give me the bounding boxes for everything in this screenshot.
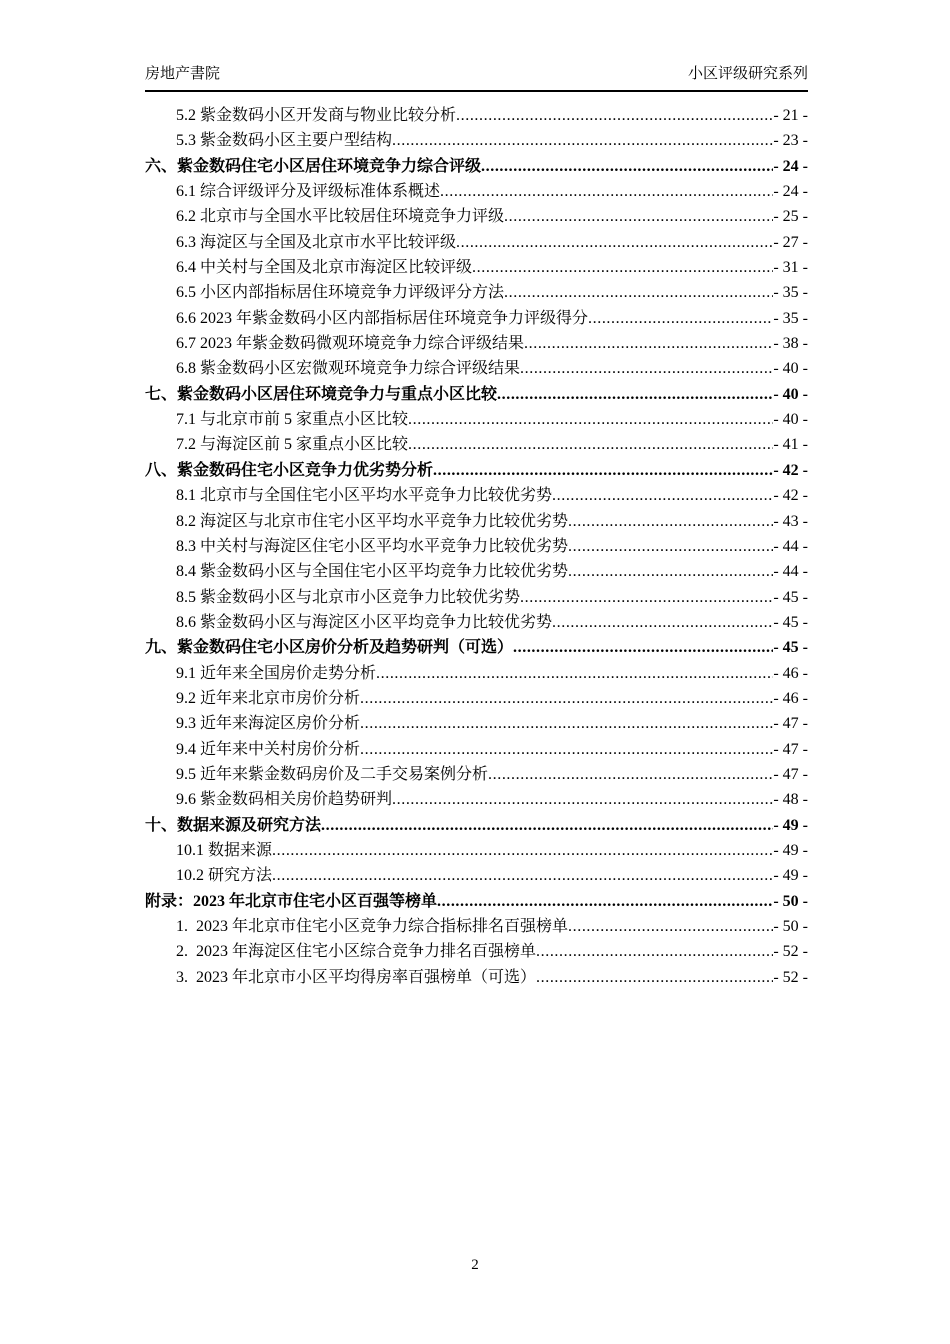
toc-entry[interactable]	[145, 661, 808, 686]
toc-entry-page: - 25 -	[773, 208, 808, 226]
dot-leader	[497, 382, 773, 407]
toc-entry[interactable]	[145, 965, 808, 990]
toc-entry[interactable]	[145, 432, 808, 457]
toc-entry-page: - 52 -	[773, 943, 808, 961]
toc-list	[145, 103, 808, 990]
toc-entry[interactable]	[145, 686, 808, 711]
toc-entry-page: - 40 -	[773, 411, 808, 429]
dot-leader	[520, 356, 773, 381]
toc-entry[interactable]	[145, 534, 808, 559]
toc-entry-page: - 40 -	[773, 360, 808, 378]
toc-entry[interactable]	[145, 787, 808, 812]
toc-entry-page: - 40 -	[773, 385, 808, 403]
toc-entry[interactable]	[145, 280, 808, 305]
toc-entry[interactable]	[145, 635, 808, 660]
toc-entry[interactable]	[145, 458, 808, 483]
toc-entry-title: 9.1 近年来全国房价走势分析	[176, 664, 377, 682]
toc-entry-title: 7.1 与北京市前 5 家重点小区比较	[176, 411, 409, 429]
dot-leader	[272, 838, 773, 863]
dot-leader	[456, 230, 773, 255]
dot-leader	[568, 534, 773, 559]
page-footer	[0, 1256, 950, 1274]
dot-leader	[504, 204, 773, 229]
toc-entry-title: 9.5 近年来紫金数码房价及二手交易案例分析	[176, 765, 489, 783]
dot-leader	[376, 661, 773, 686]
toc-entry[interactable]	[145, 509, 808, 534]
toc-entry-title: 5.3 紫金数码小区主要户型结构	[176, 132, 393, 150]
dot-leader	[536, 965, 773, 990]
dot-leader	[568, 559, 773, 584]
toc-entry[interactable]	[145, 914, 808, 939]
header-left-text: 房地产書院	[145, 66, 221, 82]
dot-leader	[488, 762, 773, 787]
toc-entry-page: - 50 -	[773, 918, 808, 935]
toc-entry-title: 9.2 近年来北京市房价分析	[176, 689, 361, 707]
dot-leader	[524, 331, 773, 356]
toc-entry[interactable]	[145, 128, 808, 153]
toc-entry-page: - 47 -	[773, 740, 808, 758]
toc-entry-title: 8.5 紫金数码小区与北京市小区竞争力比较优劣势	[176, 588, 521, 606]
toc-entry[interactable]	[145, 737, 808, 762]
toc-entry-title: 7.2 与海淀区前 5 家重点小区比较	[176, 436, 409, 454]
toc-entry[interactable]	[145, 483, 808, 508]
toc-entry[interactable]	[145, 306, 808, 331]
toc-entry[interactable]	[145, 610, 808, 635]
toc-entry[interactable]	[145, 154, 808, 179]
toc-entry-title: 6.8 紫金数码小区宏微观环境竞争力综合评级结果	[176, 360, 521, 378]
toc-entry-title: 10.1 数据来源	[176, 841, 273, 859]
dot-leader	[568, 509, 773, 534]
toc-entry[interactable]	[145, 204, 808, 229]
dot-leader	[408, 432, 773, 457]
header-right-text: 小区评级研究系列	[687, 66, 808, 82]
dot-leader	[272, 863, 773, 888]
toc-entry-title: 9.4 近年来中关村房价分析	[176, 740, 361, 758]
dot-leader	[360, 711, 773, 736]
toc-entry-page: - 49 -	[773, 867, 808, 885]
toc-entry-title: 8.1 北京市与全国住宅小区平均水平竞争力比较优劣势	[176, 487, 553, 505]
toc-entry[interactable]	[145, 762, 808, 787]
toc-entry-page: - 50 -	[773, 892, 808, 910]
dot-leader	[321, 813, 773, 838]
toc-entry-page: - 44 -	[773, 563, 808, 581]
toc-entry-page: - 24 -	[773, 157, 808, 175]
dot-leader	[360, 737, 773, 762]
dot-leader	[520, 585, 773, 610]
toc-entry[interactable]	[145, 179, 808, 204]
toc-entry-title: 6.4 中关村与全国及北京市海淀区比较评级	[176, 259, 473, 277]
toc-entry-page: - 49 -	[773, 841, 808, 859]
toc-entry-page: - 52 -	[773, 968, 808, 986]
toc-entry[interactable]	[145, 230, 808, 255]
toc-entry-page: - 35 -	[773, 309, 808, 327]
toc-entry-page: - 41 -	[773, 436, 808, 454]
toc-entry-page: - 46 -	[773, 664, 808, 682]
toc-entry[interactable]	[145, 711, 808, 736]
toc-entry-title: 六、紫金数码住宅小区居住环境竞争力综合评级	[145, 157, 482, 175]
toc-entry-page: - 45 -	[773, 639, 808, 657]
toc-entry-page: - 23 -	[773, 132, 808, 150]
toc-entry-title: 6.6 2023 年紫金数码小区内部指标居住环境竞争力评级得分	[176, 309, 589, 327]
toc-entry-title: 2. 2023 年海淀区住宅小区综合竞争力排名百强榜单	[176, 943, 537, 961]
page-header	[145, 65, 808, 92]
toc-entry-title: 附录：2023 年北京市住宅小区百强等榜单	[145, 892, 438, 910]
toc-entry[interactable]	[145, 889, 808, 914]
dot-leader	[568, 914, 773, 939]
toc-entry-title: 9.3 近年来海淀区房价分析	[176, 715, 361, 733]
toc-entry-page: - 42 -	[773, 487, 808, 505]
dot-leader	[504, 280, 773, 305]
toc-entry-page: - 44 -	[773, 537, 808, 555]
toc-entry-title: 七、紫金数码小区居住环境竞争力与重点小区比较	[145, 385, 498, 403]
toc-entry-page: - 48 -	[773, 791, 808, 809]
toc-entry-title: 8.3 中关村与海淀区住宅小区平均水平竞争力比较优劣势	[176, 537, 569, 555]
toc-entry-title: 6.1 综合评级评分及评级标准体系概述	[176, 183, 441, 201]
dot-leader	[481, 154, 773, 179]
toc-entry-title: 5.2 紫金数码小区开发商与物业比较分析	[176, 107, 457, 124]
toc-entry-page: - 45 -	[773, 588, 808, 606]
toc-entry[interactable]	[145, 939, 808, 964]
toc-entry-page: - 49 -	[773, 816, 808, 834]
toc-entry-title: 6.2 北京市与全国水平比较居住环境竞争力评级	[176, 208, 505, 226]
toc-entry-page: - 24 -	[773, 183, 808, 201]
dot-leader	[433, 458, 773, 483]
toc-entry[interactable]	[145, 103, 808, 128]
toc-entry-title: 10.2 研究方法	[176, 867, 273, 885]
toc-entry[interactable]	[145, 863, 808, 888]
toc-entry-title: 8.2 海淀区与北京市住宅小区平均水平竞争力比较优劣势	[176, 512, 569, 530]
dot-leader	[392, 128, 773, 153]
dot-leader	[456, 103, 773, 128]
dot-leader	[552, 610, 773, 635]
toc-entry-page: - 46 -	[773, 689, 808, 707]
toc-entry[interactable]	[145, 813, 808, 838]
toc-entry-page: - 42 -	[773, 461, 808, 479]
toc-entry-title: 9.6 紫金数码相关房价趋势研判	[176, 791, 393, 809]
toc-entry-title: 1. 2023 年北京市住宅小区竞争力综合指标排名百强榜单	[176, 918, 569, 935]
dot-leader	[360, 686, 773, 711]
toc-entry-title: 6.7 2023 年紫金数码微观环境竞争力综合评级结果	[176, 335, 525, 353]
toc-entry-page: - 47 -	[773, 715, 808, 733]
dot-leader	[437, 889, 773, 914]
toc-entry[interactable]	[145, 559, 808, 584]
dot-leader	[552, 483, 773, 508]
toc-entry-title: 十、数据来源及研究方法	[145, 816, 322, 834]
dot-leader	[440, 179, 773, 204]
dot-leader	[472, 255, 773, 280]
toc-entry[interactable]	[145, 331, 808, 356]
dot-leader	[392, 787, 773, 812]
dot-leader	[588, 306, 773, 331]
toc-entry-title: 8.6 紫金数码小区与海淀区小区平均竞争力比较优劣势	[176, 613, 553, 631]
toc-entry-title: 8.4 紫金数码小区与全国住宅小区平均竞争力比较优劣势	[176, 563, 569, 581]
dot-leader	[513, 635, 773, 660]
toc-entry-page: - 21 -	[773, 107, 808, 124]
toc-entry-title: 6.5 小区内部指标居住环境竞争力评级评分方法	[176, 284, 505, 302]
toc-entry-page: - 27 -	[773, 233, 808, 251]
toc-entry-title: 3. 2023 年北京市小区平均得房率百强榜单（可选）	[176, 968, 537, 986]
toc-entry-page: - 31 -	[773, 259, 808, 277]
toc-entry[interactable]	[145, 255, 808, 280]
toc-entry-page: - 43 -	[773, 512, 808, 530]
toc-entry-title: 九、紫金数码住宅小区房价分析及趋势研判（可选）	[145, 639, 514, 657]
toc-entry[interactable]	[145, 382, 808, 407]
toc-entry[interactable]	[145, 585, 808, 610]
toc-entry[interactable]	[145, 838, 808, 863]
page-number: 2	[471, 1257, 479, 1273]
toc-entry-page: - 45 -	[773, 613, 808, 631]
toc-entry-page: - 35 -	[773, 284, 808, 302]
toc-entry-page: - 47 -	[773, 765, 808, 783]
toc-entry[interactable]	[145, 356, 808, 381]
toc-entry-title: 6.3 海淀区与全国及北京市水平比较评级	[176, 233, 457, 251]
dot-leader	[408, 407, 773, 432]
toc-entry-page: - 38 -	[773, 335, 808, 353]
toc-entry[interactable]	[145, 407, 808, 432]
dot-leader	[536, 939, 773, 964]
toc-entry-title: 八、紫金数码住宅小区竞争力优劣势分析	[145, 461, 434, 479]
